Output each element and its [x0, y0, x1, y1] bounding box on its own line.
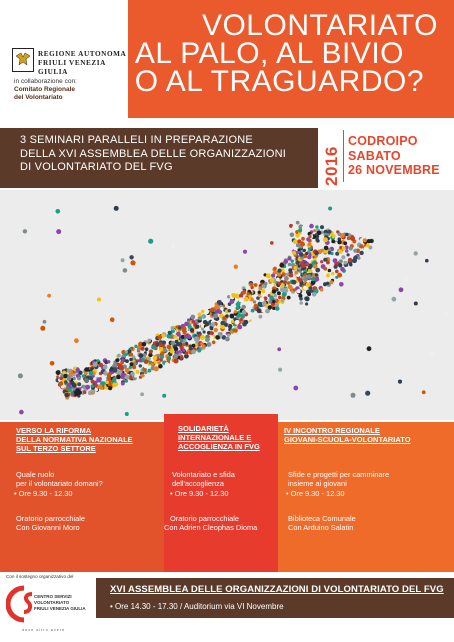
region-logo: [12, 48, 130, 74]
tagline: dove altro avere: [22, 628, 66, 632]
csv-name-2: VOLONTARIATO: [34, 600, 70, 605]
seminar-2-speaker: Con Adrien Cleophas Dioma: [164, 523, 258, 532]
collab-intro: in collaborazione con:: [14, 78, 77, 85]
logo-line-2: FRIULI VENEZIA GIULIA: [38, 59, 106, 76]
seminar-2-text-1: Volontariato e sfida: [172, 470, 235, 479]
divider: [343, 130, 344, 182]
seminar-panel-1: [0, 422, 164, 572]
seminar-1-text-1: Quale ruolo: [16, 470, 55, 479]
seminar-1-time: • Ore 9.30 - 12.30: [14, 489, 73, 498]
event-city: CODROIPO: [348, 134, 418, 148]
csv-logo-icon: [6, 584, 92, 624]
seminar-2-title-3: ACCOGLIENZA IN FVG: [178, 442, 260, 451]
seminar-3-title-1: IV INCONTRO REGIONALE: [284, 426, 380, 435]
seminar-panel-3: [278, 422, 454, 572]
event-date: 26 NOVEMBRE: [348, 163, 440, 177]
page-title: [134, 9, 438, 98]
seminar-panel-2: [164, 414, 278, 572]
seminar-3-place: Biblioteca Comunale: [288, 514, 356, 523]
seminar-1-title-1: VERSO LA RIFORMA: [16, 426, 92, 435]
title-line-3: O AL TRAGUARDO?: [134, 65, 424, 98]
year-label: 2016: [322, 146, 341, 186]
assembly-title: XVI ASSEMBLEA DELLE ORGANIZZAZIONI DI VOLONTARIATO DEL FVG: [110, 584, 444, 595]
csv-name-3: FRIULI VENEZIA GIULIA: [34, 606, 86, 611]
assembly-time: • Ore 14.30 - 17.30 / Auditorium via VI Novembre: [110, 602, 284, 611]
seminar-1-title-2: DELLA NORMATIVA NAZIONALE: [16, 435, 133, 444]
collab-line-1: Comitato Regionale: [14, 86, 76, 93]
subtitle-line-1: 3 SEMINARI PARALLELI IN PREPARAZIONE: [20, 134, 253, 146]
title-line-2: AL PALO, AL BIVIO: [134, 37, 404, 70]
seminar-1-place: Oratorio parrocchiale: [16, 514, 86, 523]
collab-line-2: del Volontariato: [14, 94, 63, 101]
csv-logo: [6, 584, 92, 624]
csv-name-1: CENTRO SERVIZI: [34, 594, 72, 599]
logo-line-1: REGIONE AUTONOMA: [38, 50, 127, 58]
seminar-1-speaker: Con Giovanni Moro: [16, 523, 80, 532]
title-line-1: VOLONTARIATO: [201, 9, 438, 42]
subtitle: [20, 134, 286, 175]
seminar-3-text-1: Sfide e progetti per camminare: [288, 470, 390, 479]
seminar-2-text-2: dell'accoglienza: [172, 479, 224, 488]
seminar-3-time: • Ore 9.30 - 12.30: [286, 489, 345, 498]
eagle-icon: [12, 48, 34, 72]
seminar-1-title-3: SUL TERZO SETTORE: [16, 444, 96, 453]
subtitle-line-2: DELLA XVI ASSEMBLEA DELLE ORGANIZZAZIONI: [20, 147, 286, 160]
seminar-2-place: Oratorio parrocchiale: [170, 514, 240, 523]
subtitle-line-3: DI VOLONTARIATO DEL FVG: [20, 161, 173, 173]
seminar-3-title-2: GIOVANI-SCUOLA-VOLONTARIATO: [284, 435, 411, 444]
event-day: SABATO: [348, 148, 401, 163]
event-when-where: [348, 134, 440, 178]
seminar-2-time: • Ore 9.30 - 12.30: [170, 489, 229, 498]
seminar-3-speaker: Con Arduino Salatin: [288, 523, 354, 532]
seminar-1-text-2: per il volontariato domani?: [16, 479, 103, 488]
seminar-3-text-2: insieme ai giovani: [288, 479, 347, 488]
support-label: Con il sostegno organizzativo del: [6, 574, 74, 579]
seminar-2-title-2: INTERNAZIONALE E: [178, 433, 252, 442]
seminar-2-title-1: SOLIDARIETÀ: [178, 424, 229, 433]
crowd-arrow-photo: [0, 190, 454, 420]
crowd-arrow-illustration: [0, 190, 454, 420]
collaboration-note: [14, 78, 77, 102]
